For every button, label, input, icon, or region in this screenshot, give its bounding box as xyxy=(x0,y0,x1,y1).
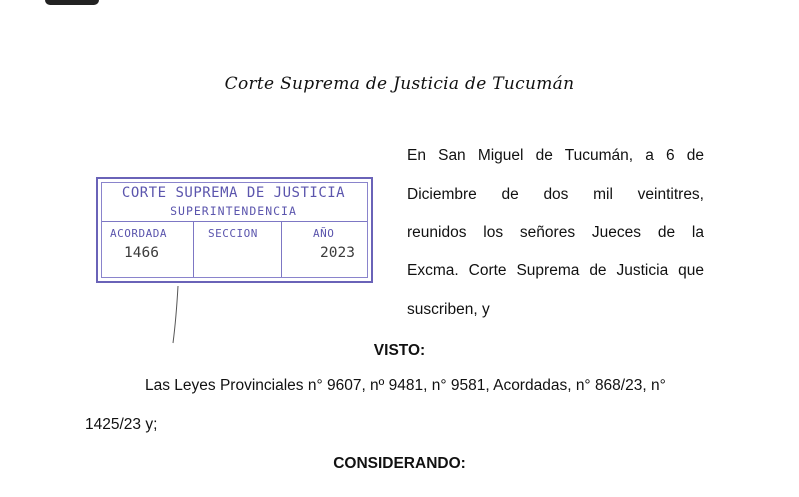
stamp-court-name: CORTE SUPREMA DE JUSTICIA xyxy=(121,185,346,201)
intro-line-5: suscriben, y xyxy=(407,301,490,318)
stamp-seccion-label: SECCION xyxy=(208,227,258,240)
stamp-anio-value: 2023 xyxy=(320,245,355,261)
stamp-column-divider xyxy=(193,221,194,277)
stamp-acordada-number: 1466 xyxy=(124,245,159,261)
stamp-divider xyxy=(102,221,367,222)
stamp-acordada-label: ACORDADA xyxy=(110,227,167,240)
acordada-stamp xyxy=(96,177,373,283)
intro-line-1: En San Miguel de Tucumán, a 6 de xyxy=(407,147,704,164)
visto-paragraph-line-2: 1425/23 y; xyxy=(85,416,158,433)
pen-stroke xyxy=(172,286,180,344)
stamp-column-divider xyxy=(281,221,282,277)
intro-line-4: Excma. Corte Suprema de Justicia que xyxy=(407,262,704,279)
court-letterhead: Corte Suprema de Justicia de Tucumán xyxy=(224,74,575,94)
considerando-heading: CONSIDERANDO: xyxy=(333,455,466,472)
scan-mark xyxy=(45,0,99,5)
visto-paragraph-line-1: Las Leyes Provinciales n° 9607, nº 9481, n° 9581, Acordadas, n° 868/23, n° xyxy=(145,377,666,394)
intro-line-2: Diciembre de dos mil veintitres, xyxy=(407,186,704,203)
stamp-office: SUPERINTENDENCIA xyxy=(170,204,297,218)
visto-heading: VISTO: xyxy=(373,342,426,359)
stamp-anio-label: AÑO xyxy=(313,227,335,240)
intro-line-3: reunidos los señores Jueces de la xyxy=(407,224,704,241)
